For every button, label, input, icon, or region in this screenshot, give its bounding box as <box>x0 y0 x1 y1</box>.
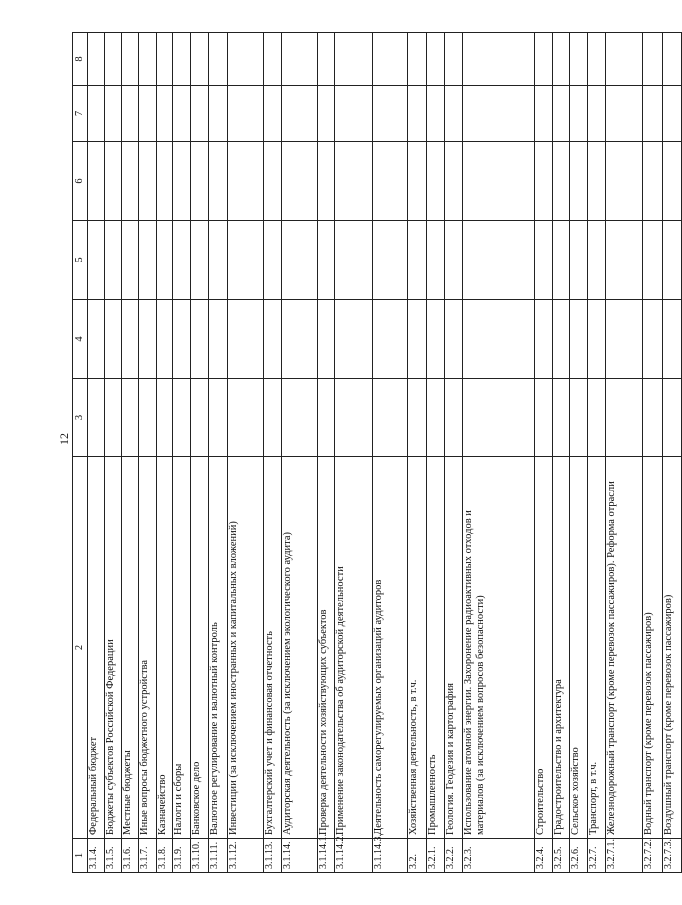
table-row <box>228 33 264 873</box>
empty-cell <box>335 221 372 300</box>
empty-cell <box>570 379 588 457</box>
empty-cell <box>552 379 570 457</box>
empty-cell <box>209 379 228 457</box>
empty-cell <box>552 221 570 300</box>
row-code: 3.2.7. <box>588 839 606 873</box>
table-row <box>372 33 408 873</box>
row-code: 3.1.10. <box>191 839 209 873</box>
empty-cell <box>427 33 445 86</box>
empty-cell <box>156 300 173 379</box>
data-table <box>72 32 682 873</box>
empty-cell <box>427 379 445 457</box>
empty-cell <box>138 142 156 221</box>
table-row <box>104 33 122 873</box>
empty-cell <box>104 86 122 142</box>
empty-cell <box>372 142 408 221</box>
empty-cell <box>570 300 588 379</box>
row-code: 3.2.4. <box>534 839 552 873</box>
empty-cell <box>122 86 139 142</box>
row-code: 3.2.3. <box>463 839 535 873</box>
empty-cell <box>408 86 427 142</box>
table-row <box>534 33 552 873</box>
empty-cell <box>463 221 535 300</box>
empty-cell <box>191 221 209 300</box>
header-row <box>73 33 88 873</box>
row-code: 3.1.6. <box>122 839 139 873</box>
empty-cell <box>263 33 281 86</box>
empty-cell <box>372 86 408 142</box>
row-title: Банковское дело <box>191 457 209 839</box>
header-cell: 5 <box>73 221 88 300</box>
row-title: Бюджеты субъектов Российской Федерации <box>104 457 122 839</box>
empty-cell <box>281 86 317 142</box>
row-code: 3.2.6. <box>570 839 588 873</box>
empty-cell <box>662 379 681 457</box>
empty-cell <box>570 86 588 142</box>
row-code: 3.2.7.3. <box>662 839 681 873</box>
empty-cell <box>122 300 139 379</box>
table-row <box>552 33 570 873</box>
empty-cell <box>643 33 662 86</box>
row-code: 3.2.7.1. <box>606 839 643 873</box>
empty-cell <box>104 142 122 221</box>
empty-cell <box>228 379 264 457</box>
row-code: 3.1.14.1. <box>317 839 335 873</box>
empty-cell <box>534 33 552 86</box>
row-title: Бухгалтерский учет и финансовая отчетность <box>263 457 281 839</box>
empty-cell <box>427 142 445 221</box>
header-cell: 2 <box>73 457 88 839</box>
table-body <box>88 33 682 873</box>
header-cell: 4 <box>73 300 88 379</box>
empty-cell <box>122 379 139 457</box>
row-title: Градостроительство и архитектура <box>552 457 570 839</box>
empty-cell <box>372 221 408 300</box>
empty-cell <box>138 379 156 457</box>
table-row <box>173 33 191 873</box>
row-code: 3.2.5. <box>552 839 570 873</box>
empty-cell <box>606 142 643 221</box>
empty-cell <box>104 300 122 379</box>
table-row <box>570 33 588 873</box>
row-title: Хозяйственная деятельность, в т.ч. <box>408 457 427 839</box>
empty-cell <box>606 300 643 379</box>
empty-cell <box>662 221 681 300</box>
row-title: Геология. Геодезия и картография <box>445 457 463 839</box>
empty-cell <box>263 300 281 379</box>
empty-cell <box>138 300 156 379</box>
row-code: 3.1.14.2. <box>335 839 372 873</box>
table-row <box>138 33 156 873</box>
empty-cell <box>281 142 317 221</box>
empty-cell <box>408 300 427 379</box>
row-title: Сельское хозяйство <box>570 457 588 839</box>
empty-cell <box>317 221 335 300</box>
empty-cell <box>88 221 105 300</box>
empty-cell <box>335 379 372 457</box>
empty-cell <box>263 142 281 221</box>
row-title: Транспорт, в т.ч. <box>588 457 606 839</box>
empty-cell <box>643 221 662 300</box>
empty-cell <box>606 33 643 86</box>
empty-cell <box>173 86 191 142</box>
row-title: Строительство <box>534 457 552 839</box>
row-title: Аудиторская деятельность (за исключением экологического аудита) <box>281 457 317 839</box>
row-title: Водный транспорт (кроме перевозок пассажиров) <box>643 457 662 839</box>
empty-cell <box>173 142 191 221</box>
empty-cell <box>570 33 588 86</box>
empty-cell <box>534 221 552 300</box>
empty-cell <box>445 300 463 379</box>
empty-cell <box>104 33 122 86</box>
empty-cell <box>372 379 408 457</box>
empty-cell <box>122 142 139 221</box>
empty-cell <box>588 142 606 221</box>
row-code: 3.1.12. <box>228 839 264 873</box>
table-row <box>122 33 139 873</box>
empty-cell <box>606 379 643 457</box>
row-code: 3.1.13. <box>263 839 281 873</box>
empty-cell <box>104 221 122 300</box>
row-title: Железнодорожный транспорт (кроме перевозок пассажиров). Реформа отрасли <box>606 457 643 839</box>
row-code: 3.1.5. <box>104 839 122 873</box>
empty-cell <box>534 86 552 142</box>
table-row <box>191 33 209 873</box>
empty-cell <box>191 300 209 379</box>
table-row <box>662 33 681 873</box>
empty-cell <box>173 379 191 457</box>
empty-cell <box>191 142 209 221</box>
row-title: Инвестиции (за исключением иностранных и капитальных вложений) <box>228 457 264 839</box>
row-title: Воздушный транспорт (кроме перевозок пассажиров) <box>662 457 681 839</box>
empty-cell <box>643 379 662 457</box>
empty-cell <box>191 379 209 457</box>
row-code: 3.1.11. <box>209 839 228 873</box>
empty-cell <box>570 142 588 221</box>
empty-cell <box>643 86 662 142</box>
table-wrapper <box>72 33 674 873</box>
empty-cell <box>606 86 643 142</box>
empty-cell <box>552 300 570 379</box>
empty-cell <box>173 33 191 86</box>
empty-cell <box>445 142 463 221</box>
empty-cell <box>408 142 427 221</box>
empty-cell <box>335 300 372 379</box>
empty-cell <box>662 86 681 142</box>
empty-cell <box>281 33 317 86</box>
empty-cell <box>88 33 105 86</box>
empty-cell <box>317 142 335 221</box>
table-row <box>317 33 335 873</box>
row-title: Налоги и сборы <box>173 457 191 839</box>
table-row <box>643 33 662 873</box>
empty-cell <box>173 300 191 379</box>
empty-cell <box>281 379 317 457</box>
empty-cell <box>228 300 264 379</box>
empty-cell <box>317 379 335 457</box>
empty-cell <box>228 221 264 300</box>
empty-cell <box>534 379 552 457</box>
empty-cell <box>317 300 335 379</box>
empty-cell <box>88 300 105 379</box>
table-row <box>335 33 372 873</box>
empty-cell <box>445 221 463 300</box>
empty-cell <box>445 86 463 142</box>
empty-cell <box>138 33 156 86</box>
row-title: Промышленность <box>427 457 445 839</box>
header-cell: 6 <box>73 142 88 221</box>
empty-cell <box>662 33 681 86</box>
row-code: 3.1.14. <box>281 839 317 873</box>
table-row <box>588 33 606 873</box>
empty-cell <box>662 300 681 379</box>
empty-cell <box>263 379 281 457</box>
empty-cell <box>191 33 209 86</box>
empty-cell <box>570 221 588 300</box>
empty-cell <box>643 142 662 221</box>
table-row <box>463 33 535 873</box>
empty-cell <box>408 33 427 86</box>
empty-cell <box>104 379 122 457</box>
header-cell: 7 <box>73 86 88 142</box>
empty-cell <box>156 86 173 142</box>
empty-cell <box>228 33 264 86</box>
empty-cell <box>463 86 535 142</box>
row-title: Использование атомной энергии. Захоронение радиоактивных отходов и материалов (за исключением вопросов безопасности) <box>463 457 535 839</box>
row-title: Проверка деятельности хозяйствующих субъектов <box>317 457 335 839</box>
row-code: 3.2.1. <box>427 839 445 873</box>
header-cell: 1 <box>73 839 88 873</box>
empty-cell <box>588 300 606 379</box>
row-code: 3.2.7.2. <box>643 839 662 873</box>
empty-cell <box>138 221 156 300</box>
row-title: Применение законодательства об аудиторской деятельности <box>335 457 372 839</box>
row-code: 3.2.2. <box>445 839 463 873</box>
row-title: Деятельность саморегулируемых организаций аудиторов <box>372 457 408 839</box>
empty-cell <box>463 379 535 457</box>
row-code: 3.1.14.3. <box>372 839 408 873</box>
empty-cell <box>156 33 173 86</box>
empty-cell <box>588 33 606 86</box>
row-title: Валютное регулирование и валютный контроль <box>209 457 228 839</box>
row-code: 3.1.8. <box>156 839 173 873</box>
page-number: 12 <box>57 433 71 445</box>
empty-cell <box>317 33 335 86</box>
empty-cell <box>88 379 105 457</box>
empty-cell <box>156 142 173 221</box>
empty-cell <box>209 86 228 142</box>
empty-cell <box>408 379 427 457</box>
header-cell: 3 <box>73 379 88 457</box>
empty-cell <box>588 379 606 457</box>
empty-cell <box>281 221 317 300</box>
empty-cell <box>662 142 681 221</box>
empty-cell <box>552 142 570 221</box>
empty-cell <box>427 300 445 379</box>
empty-cell <box>191 86 209 142</box>
empty-cell <box>317 86 335 142</box>
empty-cell <box>588 86 606 142</box>
empty-cell <box>209 142 228 221</box>
empty-cell <box>156 379 173 457</box>
table-row <box>408 33 427 873</box>
empty-cell <box>209 300 228 379</box>
empty-cell <box>88 142 105 221</box>
empty-cell <box>552 86 570 142</box>
table-row <box>88 33 105 873</box>
empty-cell <box>228 86 264 142</box>
empty-cell <box>209 33 228 86</box>
row-title: Иные вопросы бюджетного устройства <box>138 457 156 839</box>
empty-cell <box>263 221 281 300</box>
empty-cell <box>643 300 662 379</box>
empty-cell <box>445 379 463 457</box>
header-cell: 8 <box>73 33 88 86</box>
empty-cell <box>122 221 139 300</box>
empty-cell <box>588 221 606 300</box>
row-title: Федеральный бюджет <box>88 457 105 839</box>
empty-cell <box>606 221 643 300</box>
empty-cell <box>335 142 372 221</box>
empty-cell <box>552 33 570 86</box>
empty-cell <box>427 221 445 300</box>
row-title: Местные бюджеты <box>122 457 139 839</box>
table-row <box>156 33 173 873</box>
row-code: 3.1.9. <box>173 839 191 873</box>
empty-cell <box>427 86 445 142</box>
row-code: 3.1.7. <box>138 839 156 873</box>
table-row <box>606 33 643 873</box>
table-row <box>427 33 445 873</box>
empty-cell <box>534 300 552 379</box>
row-code: 3.2. <box>408 839 427 873</box>
row-title: Казначейство <box>156 457 173 839</box>
empty-cell <box>281 300 317 379</box>
table-row <box>209 33 228 873</box>
empty-cell <box>463 33 535 86</box>
table-row <box>445 33 463 873</box>
empty-cell <box>88 86 105 142</box>
empty-cell <box>138 86 156 142</box>
empty-cell <box>463 142 535 221</box>
empty-cell <box>445 33 463 86</box>
empty-cell <box>209 221 228 300</box>
empty-cell <box>372 33 408 86</box>
empty-cell <box>335 86 372 142</box>
empty-cell <box>463 300 535 379</box>
empty-cell <box>534 142 552 221</box>
empty-cell <box>173 221 191 300</box>
rotated-page <box>72 33 674 873</box>
empty-cell <box>408 221 427 300</box>
empty-cell <box>372 300 408 379</box>
table-row <box>263 33 281 873</box>
row-code: 3.1.4. <box>88 839 105 873</box>
empty-cell <box>156 221 173 300</box>
empty-cell <box>228 142 264 221</box>
table-row <box>281 33 317 873</box>
empty-cell <box>335 33 372 86</box>
empty-cell <box>263 86 281 142</box>
empty-cell <box>122 33 139 86</box>
